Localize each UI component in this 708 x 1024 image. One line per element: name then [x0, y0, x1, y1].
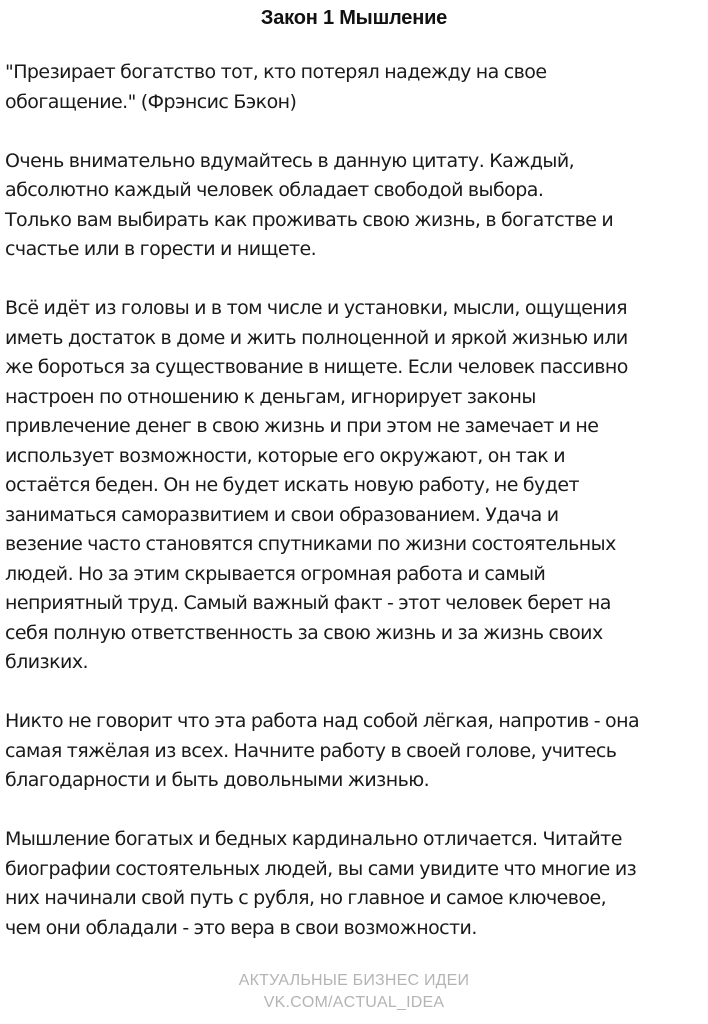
- paragraph-mindset: Всё идёт из головы и в том числе и установки, мысли, ощущения иметь достаток в доме и жить полноценной и яркой жизнью или же бороться за существование в нищете. Если человек пассивно настроен по отношению к деньгам, игнорирует законы привлечение денег в свою жизнь и при этом не замечает и не использует возможности, которые его окружают, он так и остаётся беден. Он не будет искать новую работу, не будет заниматься саморазвитием и свои образованием. Удача и везение часто становятся спутниками по жизни состоятельных людей. Но за этим скрывается огромная работа и самый неприятный труд. Самый важный факт - этот человек берет на себя полную ответственность за свою жизнь и за жизнь своих близких.: [5, 297, 628, 673]
- document-body: [5, 58, 705, 943]
- paragraph-rich-vs-poor: Мышление богатых и бедных кардинально отличается. Читайте биографии состоятельных людей, вы сами увидите что многие из них начинали свой путь с рубля, но главное и самое ключевое, чем они обладали - это вера в свои возможности.: [5, 828, 637, 939]
- page-title: Закон 1 Мышление: [260, 7, 448, 29]
- paragraph-choice: Очень внимательно вдумайтесь в данную цитату. Каждый, абсолютно каждый человек обладает свободой выбора. Только вам выбирать как проживать свою жизнь, в богатстве и счастье или в горести и нищете.: [5, 149, 614, 260]
- footer-brand: АКТУАЛЬНЫЕ БИЗНЕС ИДЕИ: [238, 972, 470, 989]
- watermark-footer: [0, 970, 708, 1014]
- footer-link: VK.COM/ACTUAL_IDEA: [263, 994, 445, 1011]
- paragraph-work-on-self: Никто не говорит что эта работа над собой лёгкая, напротив - она самая тяжёлая из всех. Начните работу в своей голове, учитесь благодарности и быть довольными жизнью.: [5, 710, 640, 791]
- quote-paragraph: "Презирает богатство тот, кто потерял надежду на свое обогащение." (Фрэнсис Бэкон): [5, 61, 547, 113]
